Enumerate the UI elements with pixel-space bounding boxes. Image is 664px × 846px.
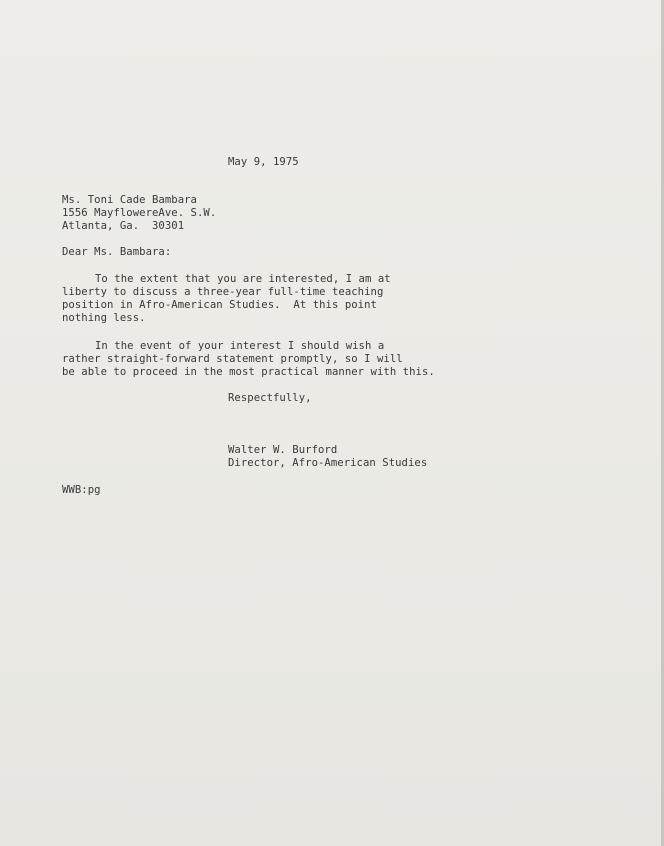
paragraph-2-line: In the event of your interest I should wish a <box>95 340 385 352</box>
reference-initials: WWB:pg <box>62 484 101 496</box>
paragraph-2-line: rather straight-forward statement promptly, so I will <box>62 353 403 365</box>
paragraph-2-line: be able to proceed in the most practical manner with this. <box>62 366 435 378</box>
paragraph-1-line: liberty to discuss a three-year full-time teaching <box>62 286 384 298</box>
signer-title: Director, Afro-American Studies <box>228 457 428 469</box>
letter-date: May 9, 1975 <box>228 156 299 168</box>
salutation: Dear Ms. Bambara: <box>62 246 172 258</box>
recipient-name: Ms. Toni Cade Bambara <box>62 194 197 206</box>
paragraph-1-line: To the extent that you are interested, I am at <box>95 273 391 285</box>
recipient-city: Atlanta, Ga. 30301 <box>62 220 185 232</box>
recipient-street: 1556 MayflowereAve. S.W. <box>62 207 217 219</box>
signer-name: Walter W. Burford <box>228 444 338 456</box>
paragraph-1-line: nothing less. <box>62 312 146 324</box>
closing: Respectfully, <box>228 392 312 404</box>
paragraph-1-line: position in Afro-American Studies. At this point <box>62 299 377 311</box>
